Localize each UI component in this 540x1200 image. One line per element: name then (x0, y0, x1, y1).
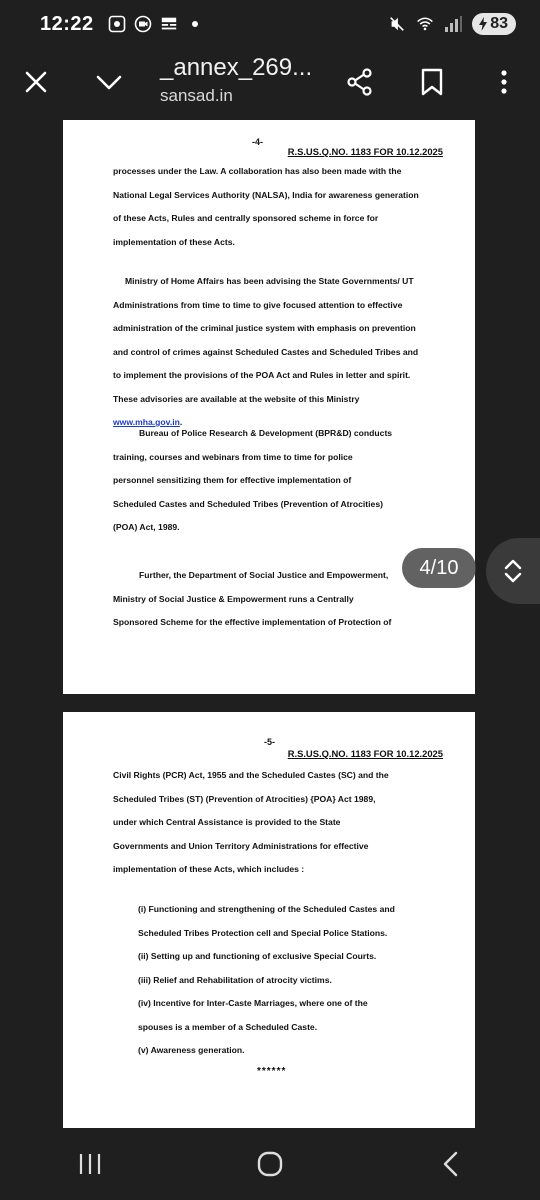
back-button[interactable] (420, 1139, 480, 1189)
list-item: (v) Awareness generation. (138, 1045, 245, 1055)
close-icon (23, 69, 49, 95)
paragraph-2 (113, 270, 441, 435)
text-line: Scheduled Tribes (ST) (Prevention of Atrocities) {POA} Act 1989, (113, 793, 376, 804)
mha-website-link[interactable]: www.mha.gov.in (113, 417, 180, 427)
link-suffix: . (179, 417, 183, 427)
battery-icon (472, 13, 516, 35)
text-line: These advisories are available at the website of this Ministry (113, 393, 360, 404)
paragraph-1 (113, 764, 441, 882)
document-title: _annex_269... (160, 54, 313, 81)
chevron-down-icon (94, 69, 124, 95)
text-line: Civil Rights (PCR) Act, 1955 and the Scheduled Castes (SC) and the (113, 770, 389, 780)
text-line: Governments and Union Territory Administrations for effective (113, 840, 369, 851)
list-item: (ii) Setting up and functioning of exclusive Special Courts. (138, 951, 377, 961)
includes-list (138, 898, 426, 1063)
page-number: -4- (252, 137, 263, 147)
paragraph-1 (113, 160, 441, 254)
text-line: implementation of these Acts, which includes : (113, 864, 305, 874)
reference-line: R.S.US.Q.NO. 1183 FOR 10.12.2025 (287, 146, 443, 157)
close-button[interactable] (14, 60, 58, 104)
viewer-toolbar (0, 48, 540, 116)
status-bar (0, 0, 540, 48)
pdf-page-4 (63, 120, 475, 694)
notification-dot (192, 21, 198, 27)
bookmark-button[interactable] (410, 60, 454, 104)
title-area[interactable] (160, 54, 312, 106)
text-line: administration of the criminal justice system with emphasis on prevention (113, 323, 416, 333)
paragraph-4 (113, 564, 441, 635)
wifi-icon (416, 15, 434, 33)
text-line: Ministry of Home Affairs has been advising the State Governments/ UT (125, 276, 414, 286)
document-viewport[interactable] (0, 120, 540, 1128)
list-item: (i) Functioning and strengthening of the Scheduled Castes and (138, 904, 395, 914)
list-item: (iii) Relief and Rehabilitation of atrocity victims. (138, 974, 332, 985)
text-line: National Legal Services Authority (NALSA), India for awareness generation (113, 189, 419, 200)
recent-apps-icon (77, 1152, 103, 1176)
more-options-button[interactable] (482, 60, 526, 104)
minimize-button[interactable] (87, 60, 131, 104)
text-line: Further, the Department of Social Justice and Empowerment, (139, 570, 389, 580)
text-line: Bureau of Police Research & Development (BPR&D) conducts (139, 428, 393, 438)
signal-icon (444, 15, 462, 33)
page-number: -5- (264, 737, 275, 747)
bookmark-icon (420, 67, 444, 97)
text-line: implementation of these Acts. (113, 236, 235, 247)
text-line: Scheduled Castes and Scheduled Tribes (Prevention of Atrocities) (113, 498, 383, 509)
battery-level: 83 (490, 15, 508, 32)
text-line: Ministry of Social Justice & Empowerment runs a Centrally (113, 593, 354, 604)
share-button[interactable] (338, 60, 382, 104)
status-icons-right (388, 13, 516, 35)
recent-apps-button[interactable] (60, 1139, 120, 1189)
mute-icon (388, 15, 406, 33)
list-item: Scheduled Tribes Protection cell and Special Police Stations. (138, 927, 388, 938)
text-line: Sponsored Scheme for the effective implementation of Protection of (113, 617, 392, 627)
list-item: (iv) Incentive for Inter-Caste Marriages, where one of the (138, 998, 368, 1008)
text-line: (POA) Act, 1989. (113, 522, 180, 532)
text-line: under which Central Assistance is provided to the State (113, 817, 341, 827)
more-icon (499, 67, 509, 97)
paragraph-3 (113, 422, 441, 540)
system-nav-bar (0, 1128, 540, 1200)
text-line: training, courses and webinars from time to time for police (113, 451, 353, 462)
pdf-page-5 (63, 712, 475, 1128)
reference-line: R.S.US.Q.NO. 1183 FOR 10.12.2025 (287, 748, 443, 759)
back-icon (439, 1150, 461, 1178)
document-domain: sansad.in (160, 86, 233, 105)
text-line: personnel sensitizing them for effective implementation of (113, 475, 352, 485)
text-line: processes under the Law. A collaboration has also been made with the (113, 166, 402, 176)
home-button[interactable] (240, 1139, 300, 1189)
home-icon (256, 1150, 284, 1178)
end-mark: ****** (257, 1066, 287, 1077)
text-line: Administrations from time to time to give focused attention to effective (113, 299, 403, 310)
chevron-up-icon (503, 558, 523, 570)
text-line: of these Acts, Rules and centrally sponsored scheme in force for (113, 213, 379, 223)
screen-record-icon (108, 15, 126, 33)
list-item: spouses is a member of a Scheduled Caste. (138, 1021, 318, 1032)
status-icons-left (108, 15, 198, 33)
news-app-icon (160, 15, 178, 33)
text-line: and control of crimes against Scheduled Castes and Scheduled Tribes and (113, 346, 419, 357)
video-call-icon (134, 15, 152, 33)
text-line: to implement the provisions of the POA Act and Rules in letter and spirit. (113, 370, 411, 380)
status-time: 12:22 (40, 12, 94, 35)
share-icon (345, 67, 375, 97)
page-indicator: 4/10 (402, 548, 476, 588)
chevron-down-icon (503, 572, 523, 584)
